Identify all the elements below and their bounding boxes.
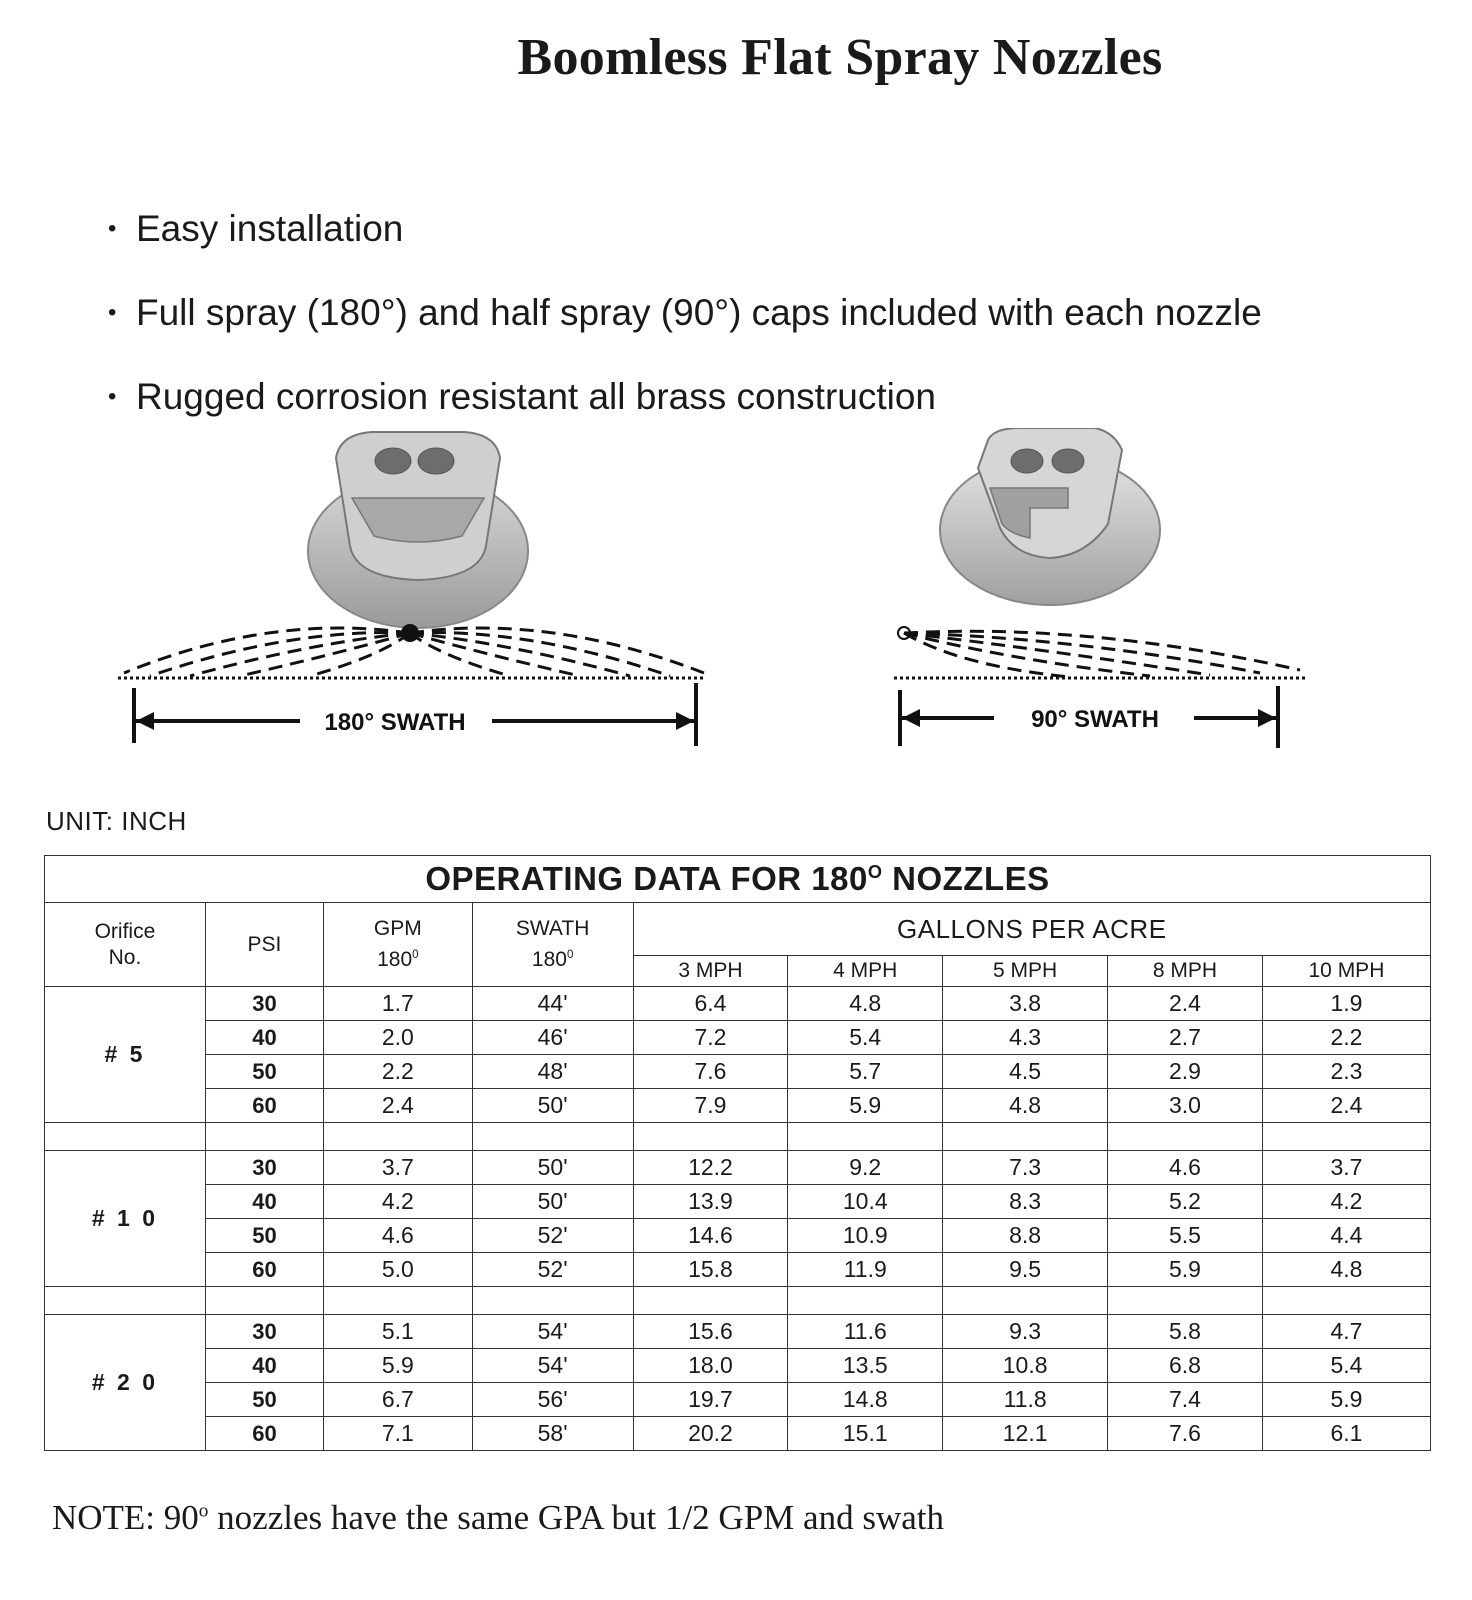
note-degree: o <box>198 1500 209 1522</box>
arrowhead-right-icon <box>1258 709 1276 727</box>
orifice-no-label: No. <box>108 945 142 969</box>
table-row <box>45 1417 1431 1451</box>
gpa-cell: 6.8 <box>1108 1349 1263 1383</box>
empty-cell <box>324 1123 473 1151</box>
empty-cell <box>1108 1123 1263 1151</box>
col-header-swath <box>472 903 633 987</box>
gpm-angle: 180 <box>377 948 413 971</box>
gpa-cell: 15.6 <box>633 1315 788 1349</box>
swath-cell: 52' <box>472 1219 633 1253</box>
empty-cell <box>1262 1287 1430 1315</box>
table-row <box>45 1055 1431 1089</box>
col-header-speed: 4 MPH <box>788 956 943 987</box>
gpa-cell: 5.5 <box>1108 1219 1263 1253</box>
empty-cell <box>472 1287 633 1315</box>
gpa-cell: 4.8 <box>788 987 943 1021</box>
empty-cell <box>788 1287 943 1315</box>
arrowhead-left-icon <box>902 709 920 727</box>
swath-cell: 48' <box>472 1055 633 1089</box>
gpa-cell: 15.1 <box>788 1417 943 1451</box>
gpm-cell: 1.7 <box>324 987 473 1021</box>
bullet-dot: • <box>108 299 117 326</box>
gpa-cell: 18.0 <box>633 1349 788 1383</box>
orifice-cell: # 1 0 <box>45 1151 206 1287</box>
gpa-cell: 4.3 <box>943 1021 1108 1055</box>
gpm-cell: 2.2 <box>324 1055 473 1089</box>
gpa-cell: 7.3 <box>943 1151 1108 1185</box>
gpa-cell: 3.0 <box>1108 1089 1263 1123</box>
note-prefix: NOTE: 90 <box>52 1498 199 1537</box>
empty-cell <box>943 1123 1108 1151</box>
empty-cell <box>1262 1123 1430 1151</box>
gpa-cell: 7.2 <box>633 1021 788 1055</box>
caption-text: OPERATING DATA FOR 180 <box>425 860 868 897</box>
gpa-cell: 3.7 <box>1262 1151 1430 1185</box>
empty-cell <box>943 1287 1108 1315</box>
gpa-cell: 4.5 <box>943 1055 1108 1089</box>
gpa-cell: 4.8 <box>1262 1253 1430 1287</box>
psi-cell: 30 <box>205 987 323 1021</box>
table-row <box>45 1349 1431 1383</box>
table-row <box>45 987 1431 1021</box>
swath-cell: 58' <box>472 1417 633 1451</box>
nozzle-90-cap-icon <box>940 428 1160 605</box>
gpa-cell: 11.6 <box>788 1315 943 1349</box>
swath-cell: 54' <box>472 1315 633 1349</box>
gpa-cell: 10.8 <box>943 1349 1108 1383</box>
gpm-cell: 3.7 <box>324 1151 473 1185</box>
degree-mark: 0 <box>566 949 574 961</box>
arrowhead-right-icon <box>676 712 694 730</box>
gpa-cell: 4.6 <box>1108 1151 1263 1185</box>
swath-cell: 56' <box>472 1383 633 1417</box>
gpa-cell: 4.2 <box>1262 1185 1430 1219</box>
swath-cell: 46' <box>472 1021 633 1055</box>
figure-180-swath <box>110 428 730 758</box>
gpa-cell: 7.9 <box>633 1089 788 1123</box>
swath-angle: 180 <box>531 948 567 971</box>
gpa-cell: 5.8 <box>1108 1315 1263 1349</box>
figure-90-swath <box>890 428 1320 758</box>
table-row <box>45 1185 1431 1219</box>
gpm-cell: 6.7 <box>324 1383 473 1417</box>
swath-cell: 50' <box>472 1089 633 1123</box>
gpa-cell: 8.3 <box>943 1185 1108 1219</box>
col-header-speed: 3 MPH <box>633 956 788 987</box>
gpa-cell: 2.4 <box>1108 987 1263 1021</box>
gpm-cell: 4.2 <box>324 1185 473 1219</box>
gpa-cell: 7.6 <box>1108 1417 1263 1451</box>
psi-cell: 30 <box>205 1151 323 1185</box>
psi-cell: 60 <box>205 1417 323 1451</box>
gpa-cell: 7.6 <box>633 1055 788 1089</box>
gpm-cell: 7.1 <box>324 1417 473 1451</box>
gpa-cell: 15.8 <box>633 1253 788 1287</box>
arrowhead-left-icon <box>136 712 154 730</box>
swath-label-90: 90° SWATH <box>1031 706 1159 733</box>
gpa-cell: 5.9 <box>788 1089 943 1123</box>
gpa-cell: 3.8 <box>943 987 1108 1021</box>
gpa-cell: 12.2 <box>633 1151 788 1185</box>
swath-label: SWATH <box>515 917 590 940</box>
col-header-psi: PSI <box>205 903 323 987</box>
gpa-cell: 5.7 <box>788 1055 943 1089</box>
degree-mark: 0 <box>412 949 419 961</box>
psi-cell: 50 <box>205 1055 323 1089</box>
footnote <box>52 1498 944 1538</box>
nozzle-180-cap-icon <box>308 432 528 628</box>
gpm-cell: 2.4 <box>324 1089 473 1123</box>
gpm-label: GPM <box>373 917 422 940</box>
gpa-cell: 11.8 <box>943 1383 1108 1417</box>
gpa-cell: 5.9 <box>1108 1253 1263 1287</box>
bullet-dot: • <box>108 215 117 242</box>
gpa-cell: 1.9 <box>1262 987 1430 1021</box>
psi-cell: 60 <box>205 1253 323 1287</box>
gpa-cell: 5.4 <box>788 1021 943 1055</box>
empty-cell <box>472 1123 633 1151</box>
caption-degree: O <box>867 862 883 882</box>
gpm-cell: 5.0 <box>324 1253 473 1287</box>
gpa-cell: 9.5 <box>943 1253 1108 1287</box>
swath-cell: 50' <box>472 1185 633 1219</box>
operating-data-table <box>44 855 1431 1451</box>
empty-cell <box>205 1123 323 1151</box>
gpa-cell: 13.5 <box>788 1349 943 1383</box>
gpm-cell: 5.9 <box>324 1349 473 1383</box>
table-row <box>45 1089 1431 1123</box>
swath-cell: 44' <box>472 987 633 1021</box>
psi-cell: 50 <box>205 1219 323 1253</box>
gpa-cell: 5.9 <box>1262 1383 1430 1417</box>
gpa-cell: 2.4 <box>1262 1089 1430 1123</box>
feature-item <box>108 289 1262 373</box>
feature-text: Easy installation <box>136 208 404 249</box>
gpa-cell: 5.4 <box>1262 1349 1430 1383</box>
gpm-cell: 2.0 <box>324 1021 473 1055</box>
gpa-cell: 14.6 <box>633 1219 788 1253</box>
swath-cell: 54' <box>472 1349 633 1383</box>
gpa-cell: 10.9 <box>788 1219 943 1253</box>
table-row <box>45 1219 1431 1253</box>
gpa-cell: 6.4 <box>633 987 788 1021</box>
feature-text: Rugged corrosion resistant all brass construction <box>136 376 936 417</box>
table-row <box>45 1253 1431 1287</box>
gpa-cell: 9.3 <box>943 1315 1108 1349</box>
gpa-cell: 5.2 <box>1108 1185 1263 1219</box>
col-header-speed: 10 MPH <box>1262 956 1430 987</box>
empty-cell <box>45 1287 206 1315</box>
orifice-cell: # 5 <box>45 987 206 1123</box>
spacer-row <box>45 1123 1431 1151</box>
caption-tail: NOZZLES <box>882 860 1050 897</box>
empty-cell <box>45 1123 206 1151</box>
note-suffix: nozzles have the same GPA but 1/2 GPM and swath <box>208 1498 944 1537</box>
psi-cell: 40 <box>205 1185 323 1219</box>
psi-cell: 40 <box>205 1021 323 1055</box>
col-header-gpa: GALLONS PER ACRE <box>633 903 1430 956</box>
col-header-orifice <box>45 903 206 987</box>
feature-item <box>108 205 1262 289</box>
gpm-cell: 5.1 <box>324 1315 473 1349</box>
unit-label: UNIT: INCH <box>46 806 187 836</box>
empty-cell <box>788 1123 943 1151</box>
empty-cell <box>633 1123 788 1151</box>
gpa-cell: 2.9 <box>1108 1055 1263 1089</box>
gpa-cell: 10.4 <box>788 1185 943 1219</box>
swath-label-180: 180° SWATH <box>324 709 466 736</box>
gpa-cell: 4.8 <box>943 1089 1108 1123</box>
feature-text: Full spray (180°) and half spray (90°) caps included with each nozzle <box>136 292 1262 333</box>
gpa-cell: 11.9 <box>788 1253 943 1287</box>
orifice-cell: # 2 0 <box>45 1315 206 1451</box>
gpa-cell: 8.8 <box>943 1219 1108 1253</box>
swath-cell: 50' <box>472 1151 633 1185</box>
gpa-cell: 4.7 <box>1262 1315 1430 1349</box>
psi-cell: 50 <box>205 1383 323 1417</box>
empty-cell <box>1108 1287 1263 1315</box>
col-header-speed: 8 MPH <box>1108 956 1263 987</box>
empty-cell <box>633 1287 788 1315</box>
gpa-cell: 13.9 <box>633 1185 788 1219</box>
gpa-cell: 2.2 <box>1262 1021 1430 1055</box>
col-header-gpm <box>324 903 473 987</box>
table-row <box>45 1315 1431 1349</box>
gpa-cell: 20.2 <box>633 1417 788 1451</box>
gpa-cell: 19.7 <box>633 1383 788 1417</box>
psi-cell: 40 <box>205 1349 323 1383</box>
gpa-cell: 2.3 <box>1262 1055 1430 1089</box>
psi-cell: 60 <box>205 1089 323 1123</box>
table-row <box>45 1021 1431 1055</box>
gpm-cell: 4.6 <box>324 1219 473 1253</box>
gpa-cell: 14.8 <box>788 1383 943 1417</box>
empty-cell <box>324 1287 473 1315</box>
orifice-label: Orifice <box>94 919 156 943</box>
table-row <box>45 1383 1431 1417</box>
feature-list <box>108 205 1262 457</box>
table-row <box>45 1151 1431 1185</box>
col-header-speed: 5 MPH <box>943 956 1108 987</box>
spray-origin-180 <box>401 624 419 642</box>
spacer-row <box>45 1287 1431 1315</box>
bullet-dot: • <box>108 383 117 410</box>
gpa-cell: 12.1 <box>943 1417 1108 1451</box>
gpa-cell: 6.1 <box>1262 1417 1430 1451</box>
gpa-cell: 7.4 <box>1108 1383 1263 1417</box>
swath-cell: 52' <box>472 1253 633 1287</box>
page-title: Boomless Flat Spray Nozzles <box>517 29 1163 86</box>
table-caption <box>45 856 1431 903</box>
empty-cell <box>205 1287 323 1315</box>
gpa-cell: 4.4 <box>1262 1219 1430 1253</box>
psi-cell: 30 <box>205 1315 323 1349</box>
spray-pattern-90 <box>904 631 1300 677</box>
gpa-cell: 2.7 <box>1108 1021 1263 1055</box>
gpa-cell: 9.2 <box>788 1151 943 1185</box>
